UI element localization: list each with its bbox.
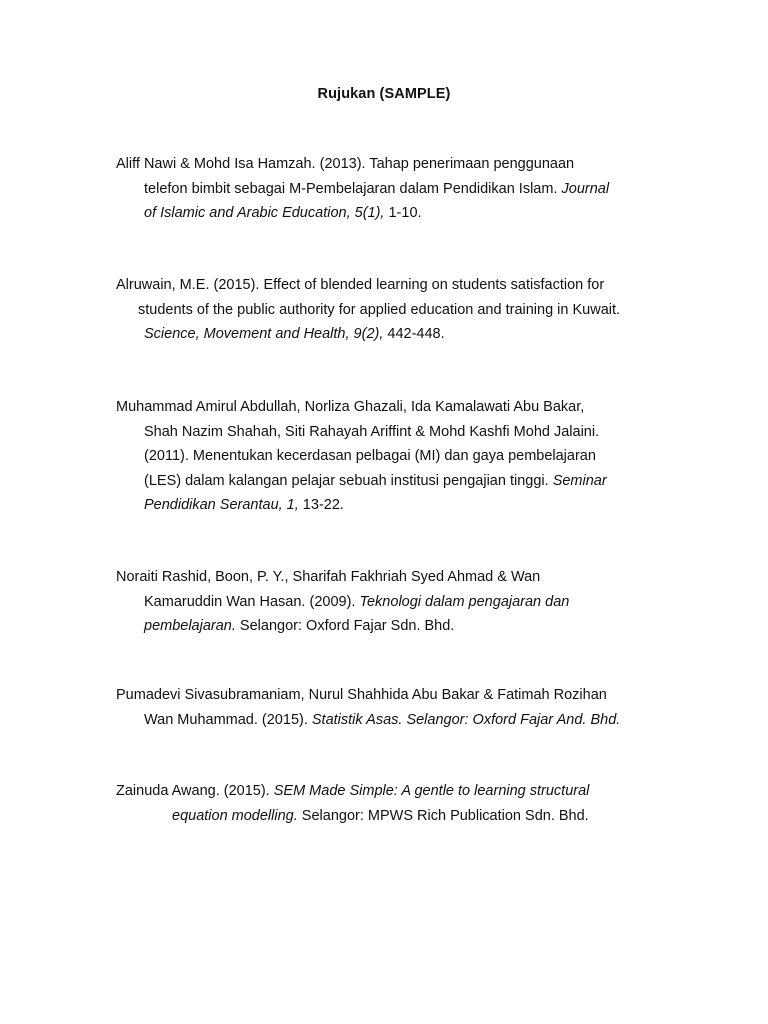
reference-line: students of the public authority for applied education and training in Kuwait. <box>138 301 621 318</box>
reference-line: equation modelling. Selangor: MPWS Rich Publication Sdn. Bhd. <box>172 807 589 824</box>
reference-line: pembelajaran. Selangor: Oxford Fajar Sdn. Bhd. <box>144 618 455 634</box>
reference-line: Noraiti Rashid, Boon, P. Y., Sharifah Fakhriah Syed Ahmad & Wan <box>116 569 541 585</box>
reference-line: Wan Muhammad. (2015). Statistik Asas. Selangor: Oxford Fajar And. Bhd. <box>144 711 621 728</box>
reference-item <box>116 273 620 347</box>
reference-item <box>116 779 589 828</box>
page-title: Rujukan (SAMPLE) <box>317 86 451 102</box>
reference-line: Alruwain, M.E. (2015). Effect of blended learning on students satisfaction for <box>116 277 605 293</box>
reference-line: Pumadevi Sivasubramaniam, Nurul Shahhida Abu Bakar & Fatimah Rozihan <box>116 687 607 703</box>
reference-item <box>116 683 620 732</box>
reference-line: (2011). Menentukan kecerdasan pelbagai (MI) dan gaya pembelajaran <box>144 448 596 464</box>
reference-line: telefon bimbit sebagai M-Pembelajaran dalam Pendidikan Islam. Journal <box>144 180 610 197</box>
reference-item <box>116 152 609 226</box>
reference-item <box>116 395 607 518</box>
reference-line: Pendidikan Serantau, 1, 13-22. <box>144 497 344 513</box>
reference-item <box>116 565 569 639</box>
reference-line: (LES) dalam kalangan pelajar sebuah institusi pengajian tinggi. Seminar <box>144 472 607 489</box>
reference-line: Muhammad Amirul Abdullah, Norliza Ghazali, Ida Kamalawati Abu Bakar, <box>116 399 585 415</box>
reference-line: Shah Nazim Shahah, Siti Rahayah Ariffint & Mohd Kashfi Mohd Jalaini. <box>144 423 600 440</box>
reference-line: Science, Movement and Health, 9(2), 442-448. <box>144 326 445 342</box>
reference-line: Kamaruddin Wan Hasan. (2009). Teknologi dalam pengajaran dan <box>144 593 570 610</box>
reference-line: Aliff Nawi & Mohd Isa Hamzah. (2013). Tahap penerimaan penggunaan <box>116 156 575 172</box>
reference-line: of Islamic and Arabic Education, 5(1), 1-10. <box>144 205 422 221</box>
reference-line: Zainuda Awang. (2015). SEM Made Simple: A gentle to learning structural <box>116 783 590 799</box>
